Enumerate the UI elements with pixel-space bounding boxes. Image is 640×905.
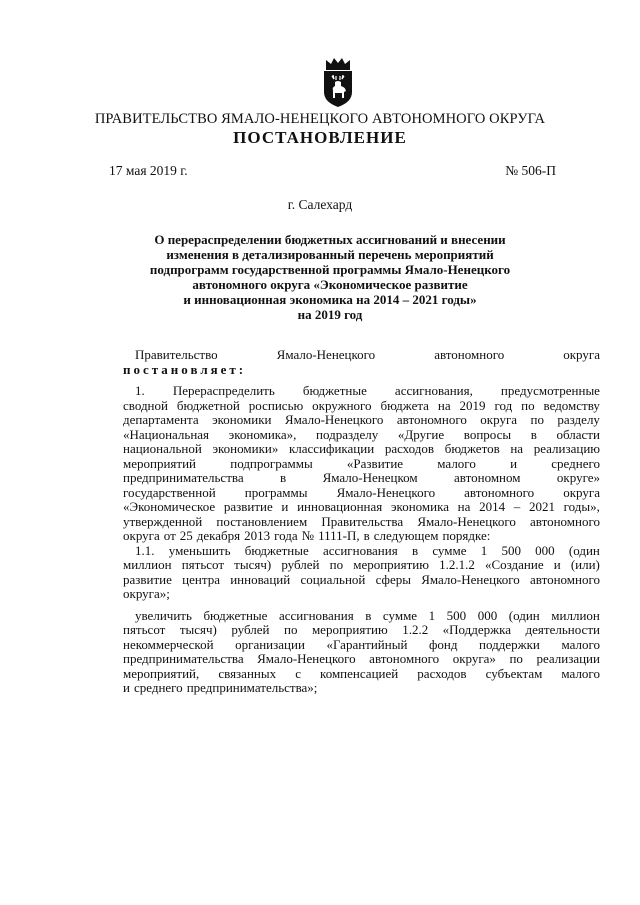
word: связанных <box>218 665 277 681</box>
word: на <box>457 499 471 514</box>
word: по <box>530 412 544 427</box>
word: автономного <box>434 347 505 362</box>
word: 1. <box>135 383 145 398</box>
word: и <box>553 557 561 572</box>
heading-line: и инновационная экономика на 2014 – 2021 годы» <box>183 292 477 307</box>
word: бюджета <box>380 397 429 413</box>
word: следующем <box>373 528 439 543</box>
word: Правительства <box>321 513 404 529</box>
word: автономного <box>529 513 600 529</box>
word: и <box>510 455 518 471</box>
word: № <box>301 528 315 543</box>
body-line <box>123 442 600 457</box>
word: предусмотренные <box>500 383 600 398</box>
word: среднего <box>133 680 183 695</box>
word: округа <box>480 412 518 427</box>
body-line <box>123 500 600 515</box>
word: росписью <box>248 397 304 413</box>
word: «Гарантийный <box>326 636 408 652</box>
body-line <box>123 652 600 667</box>
word: сферы <box>375 571 411 587</box>
word: 000 <box>535 542 555 558</box>
body-line <box>123 471 600 486</box>
word: некоммерческой <box>123 636 214 652</box>
word: (один <box>508 607 540 623</box>
word: утвержденной <box>123 513 203 529</box>
word: департамента <box>123 412 199 427</box>
body-line <box>123 558 600 573</box>
document-body <box>123 348 600 696</box>
word: 2013 <box>244 528 271 543</box>
preamble <box>123 348 600 377</box>
word: мероприятий <box>123 455 196 471</box>
word: увеличить <box>135 607 192 623</box>
word: мероприятию <box>311 622 388 637</box>
word: предпринимательства <box>123 470 244 485</box>
paragraph-increase <box>123 609 600 696</box>
word: деятельности <box>525 622 600 637</box>
word: мероприятию <box>353 557 429 572</box>
word: предпринимательства»; <box>186 680 318 695</box>
word: Ямало-Ненецкого <box>336 484 436 500</box>
word: (или) <box>570 557 600 572</box>
word: субъектам <box>485 665 543 681</box>
word: автономного <box>464 484 535 500</box>
heading-line: на 2019 год <box>297 307 363 322</box>
word: сводной <box>123 397 168 413</box>
word: ассигнования, <box>394 383 473 398</box>
word: инновационная <box>297 499 383 514</box>
word: «Развитие <box>346 455 404 471</box>
word: округа <box>563 484 600 500</box>
word: уменьшить <box>168 542 231 558</box>
body-line <box>123 681 600 696</box>
word: год <box>494 397 513 413</box>
word: миллион <box>551 607 600 623</box>
body-line <box>123 413 600 428</box>
word: организации <box>235 636 305 652</box>
word: по <box>329 557 344 572</box>
word: Ямало-Ненецкого <box>276 347 376 362</box>
word: фонд <box>428 636 458 652</box>
word: «Создание <box>484 557 544 572</box>
paragraphs <box>123 384 600 696</box>
word: подразделу <box>316 426 379 442</box>
resolves-word: постановляет: <box>123 361 247 377</box>
word: 1 <box>428 607 436 623</box>
word: 000 <box>477 607 498 623</box>
word: тысяч) <box>234 557 272 572</box>
word: на <box>510 441 524 456</box>
word: в <box>365 607 372 623</box>
word: 500 <box>446 607 467 623</box>
word: 1 <box>480 542 488 558</box>
body-line <box>123 486 600 501</box>
word: округе» <box>556 470 600 485</box>
body-line <box>123 623 600 638</box>
document-heading <box>130 232 530 322</box>
body-line <box>123 667 600 682</box>
word: ассигнования <box>279 607 354 623</box>
word: «Поддержка <box>442 622 512 637</box>
word: 25 <box>179 528 193 543</box>
word: социальной <box>300 571 366 587</box>
word: программы <box>244 484 308 500</box>
word: инноваций <box>230 571 291 587</box>
body-line <box>123 573 600 588</box>
heading-line: изменения в детализированный перечень мероприятий <box>166 247 494 262</box>
word: округа»; <box>123 586 170 601</box>
word: в <box>280 470 287 485</box>
word: 500 <box>501 542 521 558</box>
paragraph-1 <box>123 384 600 544</box>
word: развитие <box>223 499 273 514</box>
word: области <box>556 426 600 442</box>
word: развитие <box>123 571 172 587</box>
document-number: № 506-П <box>505 163 556 178</box>
word: – <box>513 499 521 514</box>
word: экономика <box>390 499 449 514</box>
word: 1.2.2 <box>402 622 429 637</box>
word: округа <box>563 347 600 362</box>
word: подпрограммы <box>230 455 313 471</box>
word: компенсацией <box>320 665 399 681</box>
word: расходов <box>417 665 467 681</box>
word: пятьсот <box>123 622 166 637</box>
word: от <box>163 528 176 543</box>
word: 1.2.1.2 <box>439 557 475 572</box>
word: автономного <box>396 412 467 427</box>
word: 2014 <box>479 499 506 514</box>
word: государственной <box>123 484 216 500</box>
word: автономного <box>369 651 440 666</box>
word: бюджетные <box>302 383 367 398</box>
word: в <box>411 542 419 558</box>
heading-line: О перераспределении бюджетных ассигнований и внесении <box>154 232 506 247</box>
word: центра <box>182 571 220 587</box>
word: Перераспределить <box>172 383 275 398</box>
word: Правительство <box>135 347 218 362</box>
word: экономики» <box>212 441 279 456</box>
word: сумме <box>382 607 418 623</box>
word: на <box>437 397 451 413</box>
word: вопросы <box>463 426 512 442</box>
body-line <box>123 529 600 544</box>
word: предпринимательства <box>123 651 244 666</box>
word: по <box>509 651 523 666</box>
word: поддержки <box>479 636 540 652</box>
word: по <box>521 397 535 413</box>
word: бюджетные <box>203 607 268 623</box>
word: реализацию <box>533 441 600 456</box>
word: реализации <box>536 651 600 666</box>
word: постановлением <box>216 513 308 529</box>
word: года <box>274 528 298 543</box>
word: и <box>281 499 289 514</box>
word: миллион <box>123 557 172 572</box>
word: порядке: <box>442 528 491 543</box>
government-title: ПРАВИТЕЛЬСТВО ЯМАЛО-НЕНЕЦКОГО АВТОНОМНОГО ОКРУГА <box>94 111 546 127</box>
word: автономном <box>454 470 521 485</box>
word: классификации <box>288 441 375 456</box>
word: национальной <box>123 441 202 456</box>
word: Ямало-Ненецкого <box>284 412 384 427</box>
word: (один <box>568 542 600 558</box>
body-line <box>123 384 600 399</box>
word: сумме <box>432 542 467 558</box>
word: мероприятий, <box>123 665 200 681</box>
word: с <box>295 665 301 681</box>
word: и <box>123 680 130 695</box>
document-type: ПОСТАНОВЛЕНИЕ <box>233 128 407 147</box>
word: автономного <box>529 571 600 587</box>
word: бюджетные <box>244 542 309 558</box>
word: округа» <box>452 651 496 666</box>
word: рублей <box>281 557 320 572</box>
body-line <box>123 428 600 443</box>
word: Ямало-Ненецкого <box>257 651 356 666</box>
word: экономика», <box>228 426 297 442</box>
body-line <box>123 515 600 530</box>
body-line <box>123 587 600 602</box>
document-city: г. Салехард <box>287 197 353 212</box>
paragraph-1-1 <box>123 544 600 602</box>
heading-line: подпрограмм государственной программы Ямало-Ненецкого <box>149 262 511 277</box>
word: 1.1. <box>135 542 155 558</box>
body-line <box>123 399 600 414</box>
body-line <box>123 638 600 653</box>
word: по <box>284 622 298 637</box>
word: малого <box>561 665 600 681</box>
word: 2019 <box>459 397 486 413</box>
word: ассигнования <box>323 542 398 558</box>
word: декабря <box>196 528 241 543</box>
word: Ямало-Ненецком <box>322 470 418 485</box>
word: «Другие <box>397 426 445 442</box>
word: в <box>530 426 537 442</box>
word: бюджетной <box>176 397 240 413</box>
word: «Национальная <box>123 426 210 442</box>
body-line <box>123 544 600 559</box>
word: экономики <box>212 412 272 427</box>
body-line <box>123 457 600 472</box>
word: малого <box>561 636 600 652</box>
body-line <box>123 348 600 363</box>
word: разделу <box>557 412 600 427</box>
word: среднего <box>551 455 600 471</box>
word: ведомству <box>543 397 600 413</box>
word: пятьсот <box>181 557 225 572</box>
word: малого <box>437 455 476 471</box>
word: Ямало-Ненецкого <box>417 513 516 529</box>
word: «Экономическое <box>123 499 216 514</box>
word: тысяч) <box>179 622 217 637</box>
heading-line: автономного округа «Экономическое развитие <box>192 277 468 292</box>
word: 1111-П, <box>318 528 360 543</box>
word: рублей <box>231 622 270 637</box>
word: годы», <box>563 499 600 514</box>
word: окружного <box>312 397 372 413</box>
word: округа <box>123 528 160 543</box>
yamal-coat-of-arms-icon <box>318 56 358 108</box>
body-line <box>123 609 600 624</box>
word: Ямало-Ненецкого <box>421 571 520 587</box>
word: в <box>363 528 370 543</box>
word: расходов <box>384 441 435 456</box>
word: 2021 <box>528 499 555 514</box>
word: бюджетов <box>444 441 500 456</box>
document-date: 17 мая 2019 г. <box>109 163 188 178</box>
